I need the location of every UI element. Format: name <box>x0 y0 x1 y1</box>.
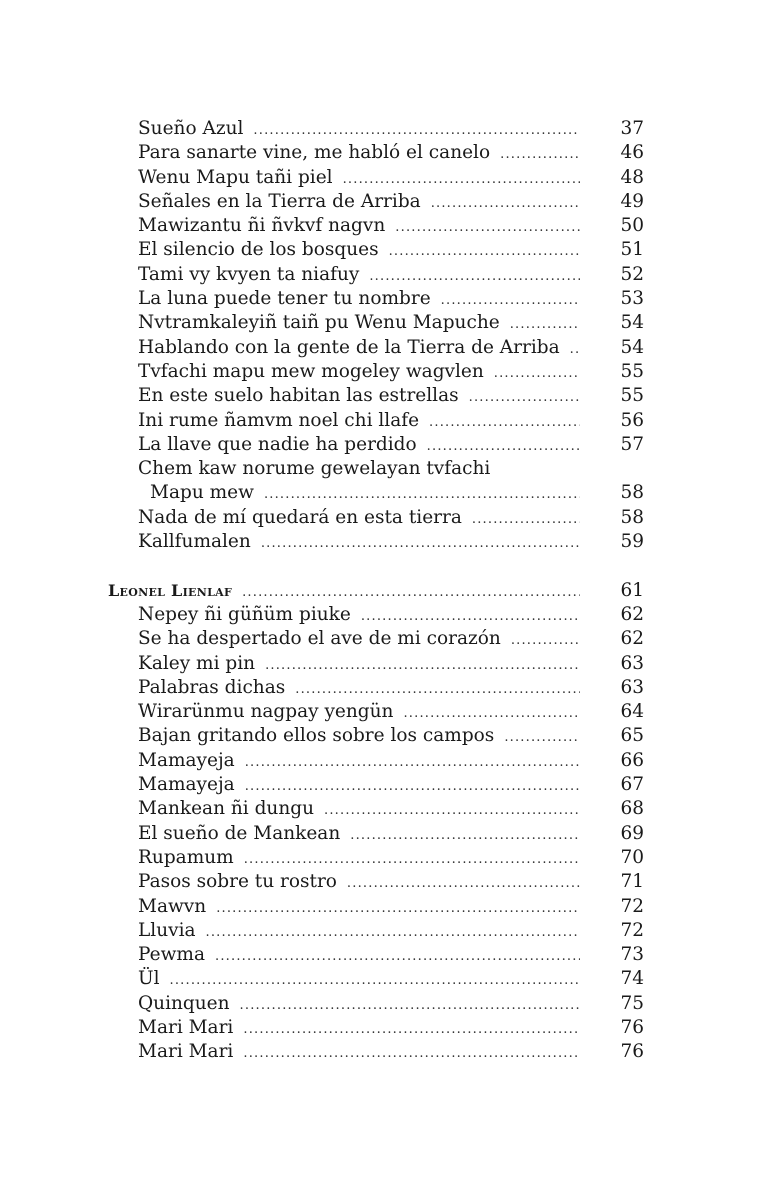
entry-title: Señales en la Tierra de Arriba <box>138 190 421 212</box>
entry-title: La llave que nadie ha perdido <box>138 433 417 455</box>
toc-entry <box>0 773 779 797</box>
entry-page-number: 58 <box>620 506 644 528</box>
dot-leader <box>395 216 580 238</box>
entry-title: Para sanarte vine, me habló el canelo <box>138 142 491 164</box>
entry-page-number: 63 <box>620 652 644 674</box>
entry-page-number: 69 <box>620 822 644 844</box>
toc-entry <box>0 311 779 335</box>
toc-entry <box>0 166 779 190</box>
entry-page-number: 56 <box>620 409 644 431</box>
dot-leader <box>494 362 580 384</box>
entry-page-number: 48 <box>620 166 644 188</box>
toc-entry <box>0 238 779 262</box>
entry-page-number: 74 <box>620 968 644 990</box>
dot-leader <box>215 945 580 967</box>
entry-page-number: 67 <box>620 774 644 796</box>
toc-entry <box>0 360 779 384</box>
entry-page-number: 63 <box>620 676 644 698</box>
entry-title: Mankean ñi dungu <box>138 798 315 820</box>
dot-leader <box>245 751 580 773</box>
dot-leader <box>441 289 580 311</box>
entry-page-number: 73 <box>620 944 644 966</box>
entry-page-number: 37 <box>620 118 644 139</box>
toc-entry <box>0 214 779 238</box>
entry-title: Kaley mi pin <box>138 652 256 674</box>
toc-entry <box>0 676 779 700</box>
toc-entry <box>0 627 779 651</box>
dot-leader <box>343 168 580 190</box>
dot-leader <box>170 969 580 991</box>
entry-page-number: 58 <box>620 482 644 504</box>
toc-entry <box>0 652 779 676</box>
toc-entry <box>0 797 779 821</box>
dot-leader <box>431 192 580 214</box>
dot-leader <box>504 726 580 748</box>
toc-entry <box>0 700 779 724</box>
entry-page-number: 76 <box>620 1041 644 1063</box>
dot-leader <box>264 483 580 505</box>
entry-title: El sueño de Mankean <box>138 822 341 844</box>
entry-title: Mari Mari <box>138 1016 234 1038</box>
dot-leader <box>347 872 580 894</box>
entry-title: Nepey ñi güñüm piuke <box>138 603 351 625</box>
toc-entry <box>0 870 779 894</box>
entry-title: Tvfachi mapu mew mogeley wagvlen <box>138 360 484 382</box>
toc-entry <box>0 1040 779 1064</box>
toc-entry <box>0 603 779 627</box>
table-of-contents <box>0 117 779 1065</box>
entry-title: Nvtramkaleyiñ taiñ pu Wenu Mapuche <box>138 312 500 334</box>
entry-page-number: 59 <box>620 531 644 553</box>
entry-title: Wirarünmu nagpay yengün <box>138 701 394 723</box>
author-heading <box>0 579 779 603</box>
toc-entry <box>0 117 779 141</box>
author-page-number: 61 <box>620 579 644 601</box>
entry-page-number: 64 <box>620 701 644 723</box>
dot-leader <box>206 921 580 943</box>
dot-leader <box>511 629 580 651</box>
entry-title: Lluvia <box>138 919 196 941</box>
toc-entry <box>0 263 779 287</box>
dot-leader <box>472 508 580 530</box>
entry-title: Se ha despertado el ave de mi corazón <box>138 628 501 650</box>
section-spacer <box>0 554 779 578</box>
toc-entry <box>0 943 779 967</box>
entry-page-number: 62 <box>620 603 644 625</box>
entry-title: Wenu Mapu tañi piel <box>138 166 333 188</box>
toc-entry <box>0 749 779 773</box>
dot-leader <box>361 605 580 627</box>
dot-leader <box>295 678 580 700</box>
entry-title: El silencio de los bosques <box>138 239 379 261</box>
toc-entry-continued <box>0 481 779 505</box>
toc-entry <box>0 141 779 165</box>
entry-page-number: 66 <box>620 749 644 771</box>
entry-title: Rupamum <box>138 846 234 868</box>
entry-page-number: 49 <box>620 190 644 212</box>
toc-entry <box>0 384 779 408</box>
dot-leader <box>324 799 580 821</box>
entry-title: La luna puede tener tu nombre <box>138 288 431 310</box>
dot-leader <box>350 824 580 846</box>
toc-entry <box>0 919 779 943</box>
entry-page-number: 71 <box>620 871 644 893</box>
entry-title: Chem kaw norume gewelayan tvfachi <box>138 458 491 480</box>
toc-entry <box>0 967 779 991</box>
dot-leader <box>510 313 580 335</box>
entry-title: Mawvn <box>138 895 207 917</box>
toc-entry <box>0 457 779 481</box>
dot-leader <box>500 143 580 165</box>
entry-page-number: 57 <box>620 433 644 455</box>
dot-leader <box>261 532 580 554</box>
dot-leader <box>403 702 580 724</box>
entry-page-number: 55 <box>620 385 644 407</box>
entry-title: Mamayeja <box>138 749 235 771</box>
toc-entry <box>0 992 779 1016</box>
dot-leader <box>243 1042 580 1064</box>
entry-page-number: 50 <box>620 215 644 237</box>
entry-page-number: 54 <box>620 336 644 358</box>
entry-title: Ini rume ñamvm noel chi llafe <box>138 409 420 431</box>
dot-leader <box>253 119 580 141</box>
toc-entry <box>0 409 779 433</box>
entry-title: Mari Mari <box>138 1041 234 1063</box>
entry-page-number: 53 <box>620 288 644 310</box>
entry-page-number: 62 <box>620 628 644 650</box>
entry-page-number: 72 <box>620 895 644 917</box>
entry-title: Quinquen <box>138 992 230 1014</box>
dot-leader <box>570 338 580 360</box>
entry-page-number: 65 <box>620 725 644 747</box>
entry-title: Mawizantu ñi ñvkvf nagvn <box>138 215 386 237</box>
entry-page-number: 75 <box>620 992 644 1014</box>
dot-leader <box>265 654 580 676</box>
toc-entry <box>0 190 779 214</box>
dot-leader <box>242 581 580 603</box>
entry-title: Sueño Azul <box>138 118 244 139</box>
toc-entry <box>0 506 779 530</box>
toc-entry <box>0 336 779 360</box>
dot-leader <box>369 265 580 287</box>
entry-page-number: 52 <box>620 263 644 285</box>
entry-title: Nada de mí quedará en esta tierra <box>138 506 462 528</box>
toc-entry <box>0 1016 779 1040</box>
entry-title: Kallfumalen <box>138 531 251 553</box>
dot-leader <box>243 1018 580 1040</box>
toc-entry <box>0 433 779 457</box>
toc-entry <box>0 530 779 554</box>
entry-page-number: 46 <box>620 142 644 164</box>
entry-title: Mapu mew <box>150 482 254 504</box>
entry-page-number: 68 <box>620 798 644 820</box>
entry-title: Bajan gritando ellos sobre los campos <box>138 725 495 747</box>
entry-title: Pasos sobre tu rostro <box>138 871 337 893</box>
entry-title: Pewma <box>138 944 205 966</box>
dot-leader <box>245 775 580 797</box>
dot-leader <box>216 897 580 919</box>
toc-entry <box>0 895 779 919</box>
entry-page-number: 70 <box>620 846 644 868</box>
dot-leader <box>240 994 580 1016</box>
toc-entry <box>0 846 779 870</box>
entry-title: Hablando con la gente de la Tierra de Arriba <box>138 336 560 358</box>
author-name: Leonel Lienlaf <box>108 580 233 600</box>
entry-title: En este suelo habitan las estrellas <box>138 385 459 407</box>
dot-leader <box>469 386 580 408</box>
entry-title: Tami vy kvyen ta niafuy <box>138 263 360 285</box>
dot-leader <box>389 240 580 262</box>
dot-leader <box>429 411 580 433</box>
entry-title: Mamayeja <box>138 774 235 796</box>
entry-page-number: 51 <box>620 239 644 261</box>
entry-page-number: 72 <box>620 919 644 941</box>
toc-entry <box>0 822 779 846</box>
toc-entry <box>0 724 779 748</box>
entry-title: Ül <box>138 968 160 990</box>
dot-leader <box>244 848 580 870</box>
entry-page-number: 54 <box>620 312 644 334</box>
entry-page-number: 76 <box>620 1016 644 1038</box>
entry-title: Palabras dichas <box>138 676 286 698</box>
entry-page-number: 55 <box>620 360 644 382</box>
dot-leader <box>427 435 580 457</box>
toc-entry <box>0 287 779 311</box>
